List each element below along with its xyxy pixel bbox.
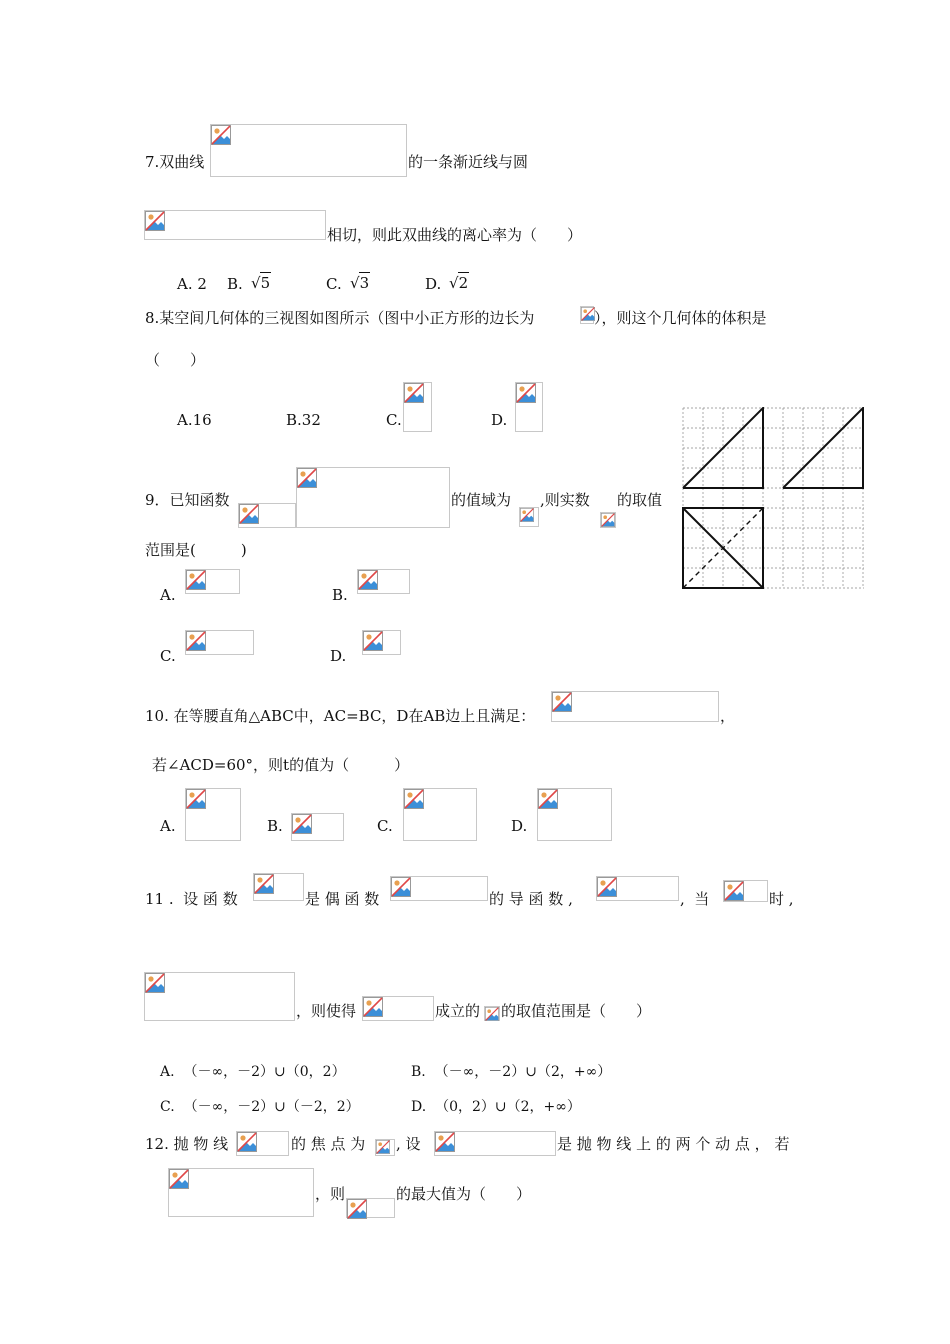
q8-text-end: ），则这个几何体的体积是 [594, 309, 767, 327]
q9-option-b: B. [332, 586, 348, 604]
formula-image [357, 569, 410, 594]
q10-option-b: B. [267, 817, 283, 835]
broken-image-icon [363, 631, 383, 651]
broken-image-icon [358, 570, 378, 590]
formula-image [362, 996, 434, 1021]
broken-image-icon [186, 631, 206, 651]
q8-option-b: B.32 [286, 411, 321, 429]
broken-image-icon [347, 1199, 367, 1219]
q7-option-a: A. 2 [177, 275, 207, 293]
q9-option-d: D. [330, 647, 347, 665]
q10-line-2: 若∠ACD=60°，则t的值为（ ） [152, 756, 410, 774]
q9-option-a: A. [160, 586, 176, 604]
formula-image [580, 306, 594, 324]
q11-text-2: 的 导 函 数 , [489, 890, 573, 908]
q10-option-a: A. [160, 817, 176, 835]
formula-image [296, 467, 450, 528]
broken-image-icon [186, 789, 206, 809]
formula-image [185, 630, 254, 655]
q11-line-2a: ，则使得 [296, 1002, 357, 1020]
q11-text-3: , 当 [680, 890, 710, 908]
broken-image-icon [435, 1132, 455, 1152]
q10-option-d: D. [511, 817, 528, 835]
q7-option-b-label: B. [227, 275, 243, 293]
formula-image [185, 788, 241, 841]
q12-text-2: , 设 [396, 1135, 421, 1153]
broken-image-icon [186, 570, 206, 590]
radicand: 5 [260, 274, 271, 292]
q10-comma: ， [720, 707, 736, 725]
broken-image-icon [292, 814, 312, 834]
broken-image-icon [724, 881, 744, 901]
q12-text-1: 的 焦 点 为 [291, 1135, 366, 1153]
q11-text-1: 是 偶 函 数 [305, 890, 380, 908]
q9-line-2: 范围是( ) [145, 541, 247, 559]
formula-image [185, 569, 240, 594]
formula-image [291, 813, 344, 841]
broken-image-icon [211, 125, 231, 145]
q8-option-c: C. [386, 411, 402, 429]
sqrt-sign: √ [350, 274, 360, 292]
formula-image [519, 507, 539, 527]
q12-intro: 12. 抛 物 线 [145, 1135, 229, 1153]
q7-text: 的一条渐近线与圆 [408, 153, 529, 171]
q7-option-b-value [251, 272, 271, 293]
formula-image [346, 1198, 395, 1218]
formula-image [723, 880, 768, 902]
q11-option-a: A. （－∞，－2）∪（0，2） [160, 1064, 346, 1080]
formula-image [238, 503, 296, 528]
broken-image-icon [145, 973, 165, 993]
q12-line-2b: 的最大值为（ ） [396, 1185, 532, 1203]
broken-image-icon [520, 508, 534, 522]
formula-image [515, 382, 543, 432]
broken-image-icon [581, 307, 595, 321]
broken-image-icon [601, 513, 615, 527]
formula-image [596, 876, 679, 901]
q10-option-c: C. [377, 817, 393, 835]
formula-image [434, 1131, 556, 1156]
q7-option-c-label: C. [326, 275, 342, 293]
q11-text-4: 时 , [769, 890, 794, 908]
broken-image-icon [516, 383, 536, 403]
broken-image-icon [391, 877, 411, 897]
q12-text-3: 是 抛 物 线 上 的 两 个 动 点 ， 若 [557, 1135, 790, 1153]
q8-option-d: D. [491, 411, 508, 429]
q8-paren: （ ） [145, 351, 206, 369]
broken-image-icon [485, 1007, 499, 1021]
formula-image [362, 630, 401, 655]
q7-option-d-value [449, 272, 469, 293]
q9-text-1: 的值域为 [451, 491, 512, 509]
formula-image [390, 876, 488, 901]
q8-text: 8.某空间几何体的三视图如图所示（图中小正方形的边长为 [145, 309, 535, 327]
formula-image [403, 382, 432, 432]
q7-intro: 7.双曲线 [145, 153, 205, 171]
broken-image-icon [404, 789, 424, 809]
q9-intro: 9．已知函数 [145, 491, 230, 509]
broken-image-icon [169, 1169, 189, 1189]
formula-image [551, 691, 719, 722]
q11-line-2c: 的取值范围是（ ） [501, 1002, 652, 1020]
formula-image [537, 788, 612, 841]
formula-image [403, 788, 477, 841]
sqrt-sign: √ [251, 274, 261, 292]
q10-intro: 10. 在等腰直角△ABC中，AC=BC，D在AB边上且满足： [145, 707, 536, 725]
broken-image-icon [254, 874, 274, 894]
q7-option-c-value [350, 272, 370, 293]
formula-image [600, 512, 616, 528]
broken-image-icon [552, 692, 572, 712]
formula-image [210, 124, 407, 177]
broken-image-icon [376, 1140, 390, 1154]
broken-image-icon [538, 789, 558, 809]
q9-option-c: C. [160, 647, 176, 665]
broken-image-icon [297, 468, 317, 488]
q12-line-2a: ，则 [315, 1185, 346, 1203]
q9-text-3: 的取值 [617, 491, 663, 509]
broken-image-icon [145, 211, 165, 231]
broken-image-icon [597, 877, 617, 897]
q11-option-c: C. （－∞，－2）∪（－2，2） [160, 1099, 360, 1115]
broken-image-icon [239, 504, 259, 524]
q9-text-2: ,则实数 [540, 491, 590, 509]
q7-option-d-label: D. [425, 275, 442, 293]
formula-image [253, 873, 304, 901]
three-view-figure [682, 407, 865, 589]
q11-option-d: D. （0，2）∪（2，+∞） [411, 1099, 581, 1115]
formula-image [484, 1006, 500, 1021]
formula-image [375, 1139, 395, 1156]
q7-text-2: 相切，则此双曲线的离心率为（ ） [327, 226, 583, 244]
q8-option-a: A.16 [177, 411, 212, 429]
radicand: 3 [359, 274, 370, 292]
q11-intro: 11 . 设 函 数 [145, 890, 238, 908]
sqrt-sign: √ [449, 274, 459, 292]
formula-image [144, 210, 326, 240]
q11-line-2b: 成立的 [435, 1002, 481, 1020]
formula-image [236, 1131, 289, 1156]
broken-image-icon [237, 1132, 257, 1152]
broken-image-icon [363, 997, 383, 1017]
broken-image-icon [404, 383, 424, 403]
radicand: 2 [458, 274, 469, 292]
formula-image [144, 972, 295, 1021]
formula-image [168, 1168, 314, 1217]
q11-option-b: B. （－∞，－2）∪（2，+∞） [411, 1064, 612, 1080]
